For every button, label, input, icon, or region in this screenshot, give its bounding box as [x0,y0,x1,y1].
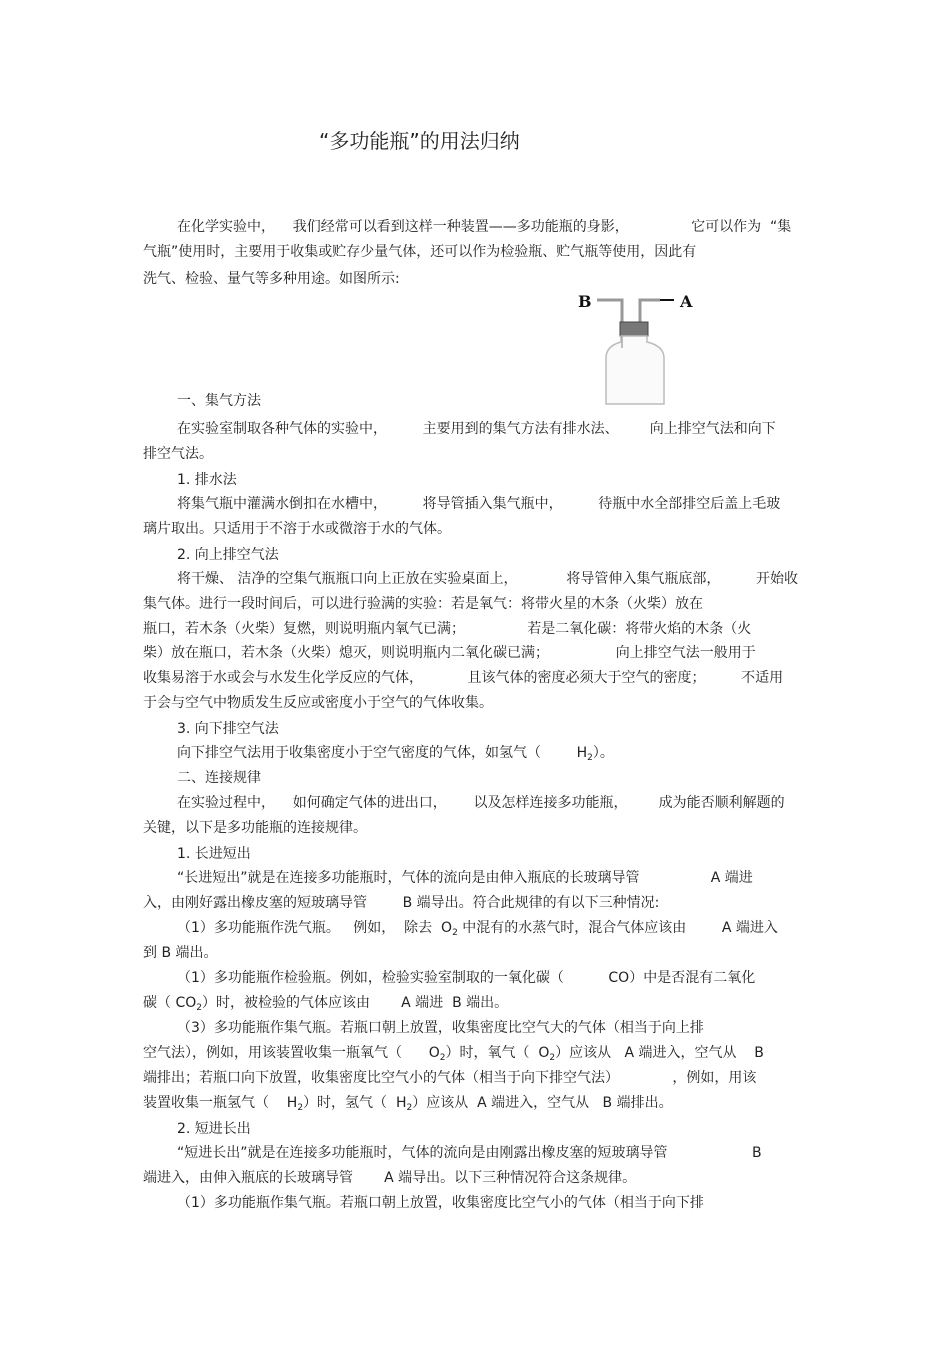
intro-line-2: 气瓶”使用时，主要用于收集或贮存少量气体，还可以作为检验瓶、贮气瓶等使用，因此有 [143,244,697,260]
text-line: 入，由刚好露出橡皮塞的短玻璃导管 B 端导出。符合此规律的有以下三种情况: [143,895,660,911]
text-line: 于会与空气中物质发生反应或密度小于空气的气体收集。 [143,695,493,711]
text-line: 空气法），例如，用该装置收集一瓶氧气（ $O_2$）时，氧气（ $O_2$）应该从 A 端进入，空气从 B [143,1045,764,1063]
text-line: 收集易溶于水或会与水发生化学反应的气体， 且该气体的密度必须大于空气的密度； 不适用 [143,670,784,686]
text-line: 排空气法。 [143,446,213,462]
text-line: 在实验过程中， 如何确定气体的进出口， 以及怎样连接多功能瓶， 成为能否顺利解题的 [177,795,785,811]
text-line: 瓶口，若木条（火柴）复燃，则说明瓶内氧气已满； 若是二氧化碳：将带火焰的木条（火 [143,621,752,637]
sub-heading-short-in: 2. 短进长出 [177,1121,251,1137]
text-line: 璃片取出。只适用于不溶于水或微溶于水的气体。 [143,521,451,537]
text-line: “长进短出”就是在连接多功能瓶时，气体的流向是由伸入瓶底的长玻璃导管 A 端进 [177,870,753,886]
text-line: （1）多功能瓶作洗气瓶。 例如， 除去 $O_2$ 中混有的水蒸气时，混合气体应该由 A 端进入 [177,920,778,938]
text-line: （1）多功能瓶作集气瓶。若瓶口朝上放置，收集密度比空气小的气体（相当于向下排 [177,1195,704,1211]
section-heading-1: 一、集气方法 [177,393,261,409]
text-line: （3）多功能瓶作集气瓶。若瓶口朝上放置，收集密度比空气大的气体（相当于向上排 [177,1020,704,1036]
sub-heading-long-in: 1. 长进短出 [177,846,251,862]
sub-heading-2: 2. 向上排空气法 [177,547,279,563]
intro-line-1: 在化学实验中， 我们经常可以看到这样一种装置——多功能瓶的身影， 它可以作为 “集 [177,219,792,235]
figure-label-b: B [578,292,592,311]
text-line: 到 B 端出。 [143,945,218,961]
text-line: 碳（ $CO_2$）时，被检验的气体应该由 A 端进 B 端出。 [143,995,509,1013]
page-title: “多功能瓶”的用法归纳 [319,129,520,153]
text-line: 集气体。进行一段时间后，可以进行验满的实验：若是氧气：将带火星的木条（火柴）放在 [143,596,703,612]
text-line: 在实验室制取各种气体的实验中， 主要用到的集气方法有排水法、 向上排空气法和向下 [177,421,776,437]
text-line: 关键，以下是多功能瓶的连接规律。 [143,820,367,836]
text-line: 端进入，由伸入瓶底的长玻璃导管 A 端导出。以下三种情况符合这条规律。 [143,1170,637,1186]
text-line: 柴）放在瓶口，若木条（火柴）熄灭，则说明瓶内二氧化碳已满； 向上排空气法一般用于 [143,645,756,661]
text-line: 向下排空气法用于收集密度小于空气密度的气体，如氢气（ $H_2$）。 [177,745,614,763]
text-line: 装置收集一瓶氢气（ $H_2$）时，氢气（ $H_2$）应该从 A 端进入，空气从 B 端排出。 [143,1095,673,1113]
text-line: “短进长出”就是在连接多功能瓶时，气体的流向是由刚露出橡皮塞的短玻璃导管 B [177,1145,762,1161]
figure-label-a: A [680,292,693,311]
intro-line-3: 洗气、检验、量气等多种用途。如图所示: [143,271,400,287]
text-line: （1）多功能瓶作检验瓶。例如，检验实验室制取的一氧化碳（ CO）中是否混有二氧化 [177,970,756,986]
text-line: 端排出；若瓶口向下放置，收集密度比空气小的气体（相当于向下排空气法） ，例如，用该 [143,1070,757,1086]
section-heading-2: 二、连接规律 [177,770,261,786]
text-line: 将集气瓶中灌满水倒扣在水槽中， 将导管插入集气瓶中， 待瓶中水全部排空后盖上毛玻 [177,496,781,512]
multifunction-bottle-figure [572,288,702,410]
sub-heading-3: 3. 向下排空气法 [177,721,279,737]
text-line: 将干燥、 洁净的空集气瓶瓶口向上正放在实验桌面上， 将导管伸入集气瓶底部， 开始收 [177,571,799,587]
sub-heading-1: 1. 排水法 [177,472,237,488]
